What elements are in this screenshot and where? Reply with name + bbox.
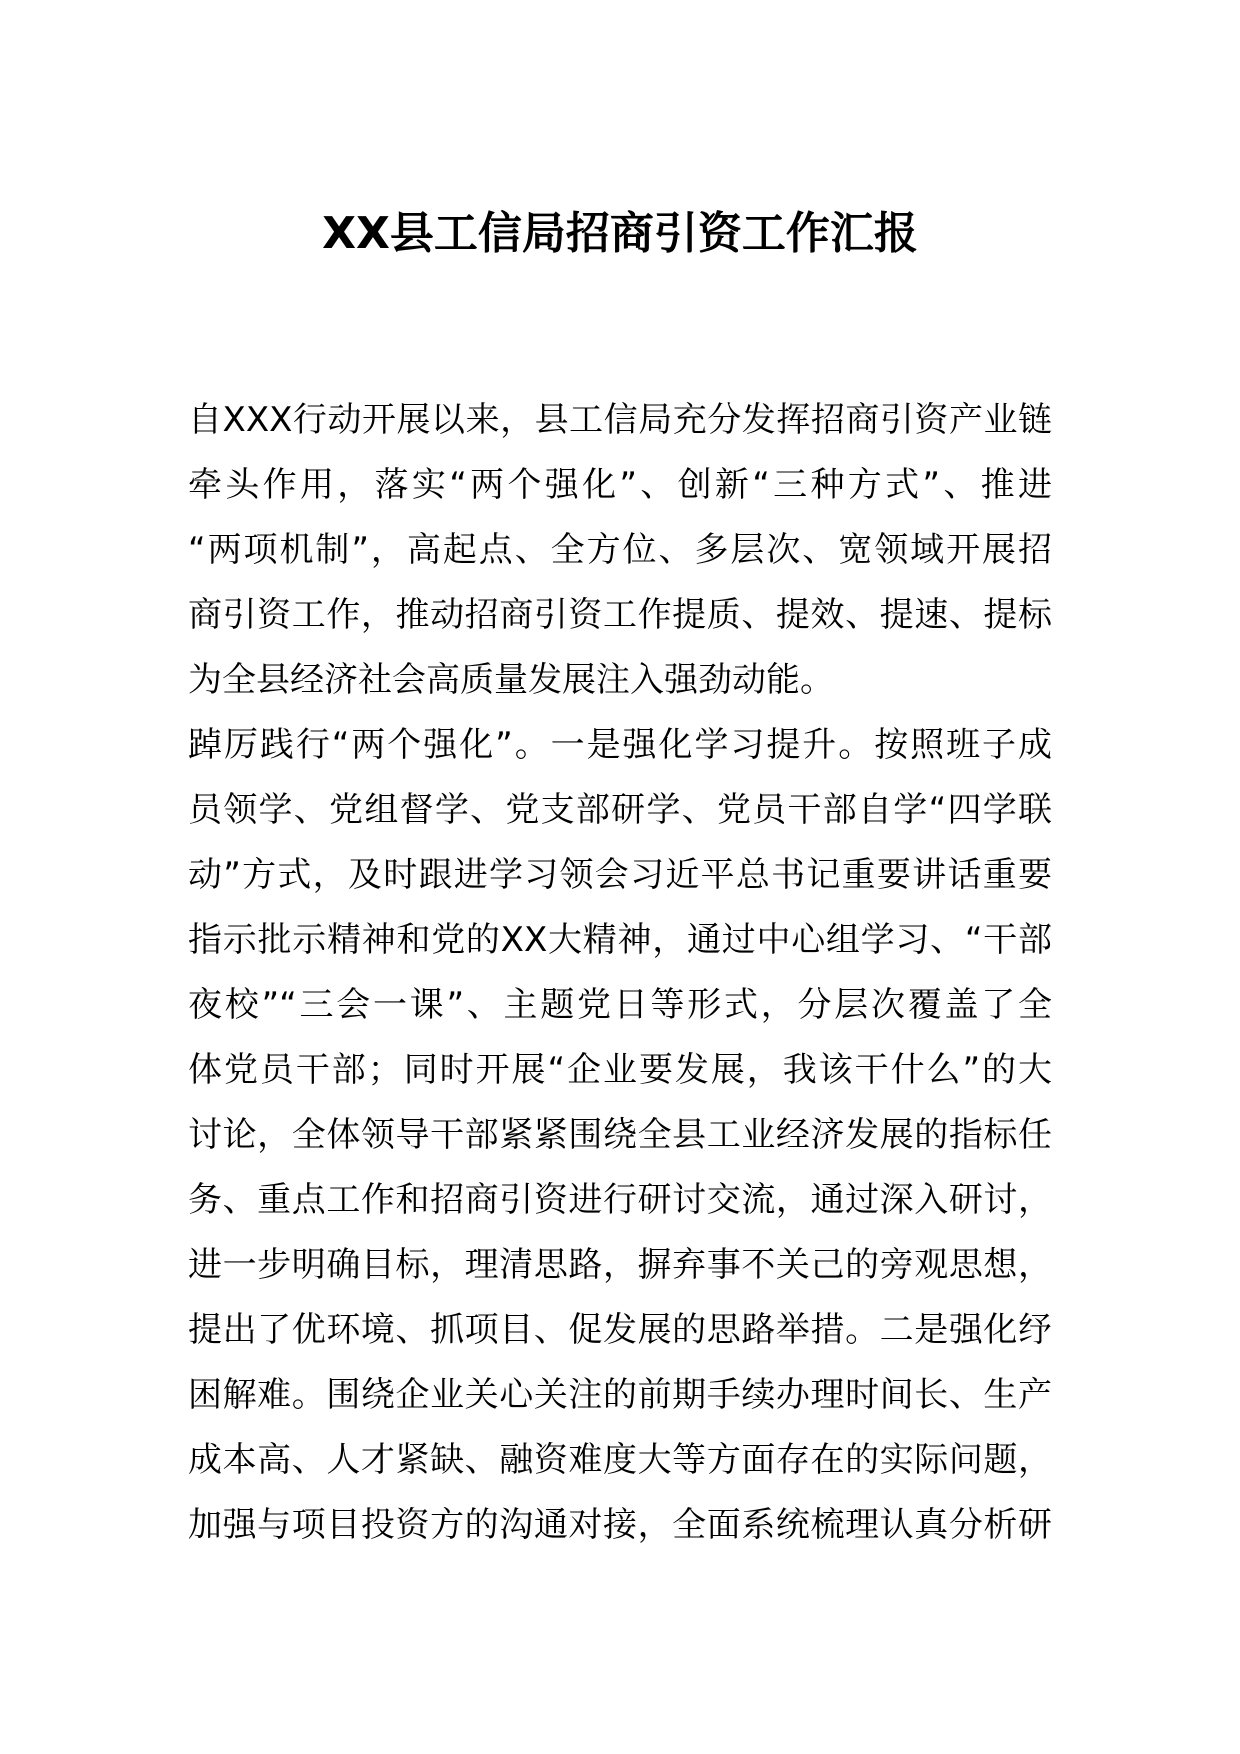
- text-line: 指示批示精神和党的XX大精神，通过中心组学习、“干部: [188, 920, 1052, 960]
- text-line: 夜校”“三会一课”、主题党日等形式，分层次覆盖了全: [188, 985, 1052, 1025]
- text-line: 动”方式，及时跟进学习领会习近平总书记重要讲话重要: [188, 855, 1052, 895]
- text-line: 困解难。围绕企业关心关注的前期手续办理时间长、生产: [188, 1375, 1052, 1415]
- text-line: 商引资工作，推动招商引资工作提质、提效、提速、提标: [188, 595, 1052, 635]
- text-line: 讨论，全体领导干部紧紧围绕全县工业经济发展的指标任: [188, 1115, 1052, 1155]
- text-line: 体党员干部；同时开展“企业要发展，我该干什么”的大: [188, 1050, 1052, 1090]
- text-line: 进一步明确目标，理清思路，摒弃事不关己的旁观思想，: [188, 1245, 1052, 1285]
- text-line: 踔厉践行“两个强化”。一是强化学习提升。按照班子成: [188, 725, 1052, 765]
- text-line: 为全县经济社会高质量发展注入强劲动能。: [188, 660, 834, 700]
- text-line: 务、重点工作和招商引资进行研讨交流，通过深入研讨，: [188, 1180, 1052, 1220]
- text-line: 牵头作用，落实“两个强化”、创新“三种方式”、推进: [188, 465, 1052, 505]
- document-body: [188, 388, 1052, 1558]
- text-line: 成本高、人才紧缺、融资难度大等方面存在的实际问题，: [188, 1440, 1052, 1480]
- text-line: 提出了优环境、抓项目、促发展的思路举措。二是强化纾: [188, 1310, 1052, 1350]
- text-line: 加强与项目投资方的沟通对接，全面系统梳理认真分析研: [188, 1505, 1052, 1545]
- document-title: XX县工信局招商引资工作汇报: [322, 208, 918, 259]
- text-line: 员领学、党组督学、党支部研学、党员干部自学“四学联: [188, 790, 1052, 830]
- text-line: 自XXX行动开展以来，县工信局充分发挥招商引资产业链: [188, 400, 1052, 440]
- text-line: “两项机制”，高起点、全方位、多层次、宽领域开展招: [188, 530, 1052, 570]
